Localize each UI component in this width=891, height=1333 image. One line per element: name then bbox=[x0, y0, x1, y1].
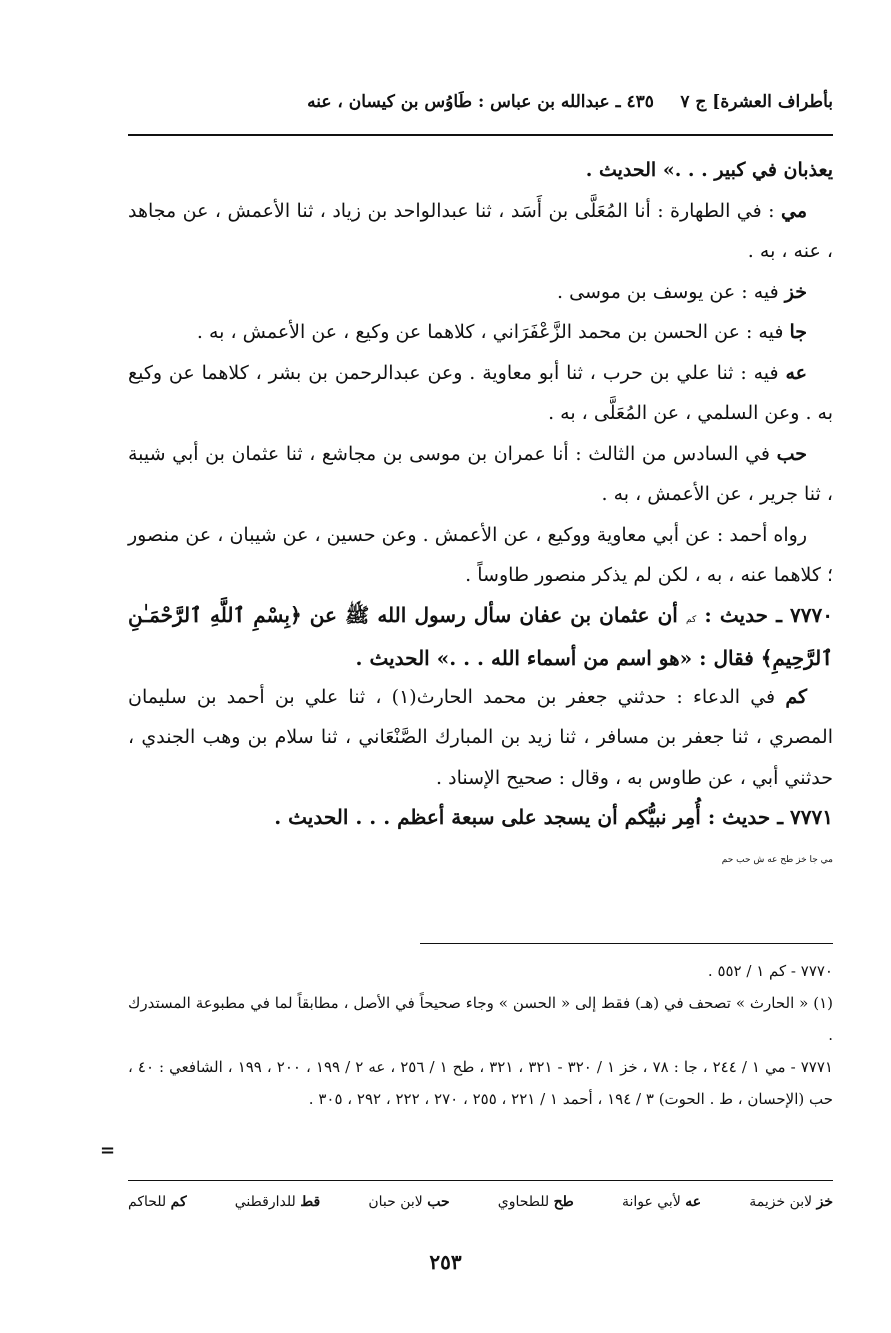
header-rule bbox=[128, 134, 833, 136]
abbreviation-legend bbox=[128, 1194, 833, 1210]
paragraph-kam: كم في الدعاء : حدثني جعفر بن محمد الحارث(١) ، ثنا علي بن أحمد بن سليمان المصري ، ثنا جعفر بن مسافر ، ثنا زيد بن المبارك الصَّنْعَاني ، ثنا سلام بن وهب الجندي ، حدثني أبي ، عن طاوس به ، وقال : صحيح الإسناد . bbox=[128, 685, 833, 789]
hadith-7771 bbox=[128, 798, 833, 879]
legend-item: كم للحاكم bbox=[128, 1194, 187, 1210]
paragraph-mi: مي : في الطهارة : أنا المُعَلَّى بن أَسَد ، ثنا عبدالواحد بن زياد ، ثنا الأعمش ، عن مجاهد ، عنه ، به . bbox=[128, 199, 833, 262]
paragraph-ahmad: رواه أحمد : عن أبي معاوية ووكيع ، عن الأعمش . وعن حسين ، عن شيبان ، عن منصور ؛ كلاهما عنه ، به ، لكن لم يذكر منصور طاوساً . bbox=[128, 523, 833, 586]
footnote-7770: ٧٧٧٠ - كم ١ / ٥٥٢ . bbox=[707, 962, 833, 980]
paragraph-continuation: يعذبان في كبير . . .» الحديث . bbox=[585, 159, 833, 181]
header-volume: بأطراف العشرة] ج ٧ bbox=[680, 92, 833, 112]
footnotes bbox=[128, 955, 833, 1115]
hadith-number: ٧٧٧٠ ـ حديث : bbox=[704, 602, 834, 627]
page-number: ٢٥٣ bbox=[429, 1250, 462, 1274]
footnote-1: (١) « الحارث » تصحف في (هـ) فقط إلى « الحسن » وجاء صحيحاً في الأصل ، مطابقاً لما في مطبوعة المستدرك . bbox=[128, 994, 833, 1044]
header-chapter: ٤٣٥ ـ عبدالله بن عباس : طَاوُس بن كيسان ، عنه bbox=[307, 92, 654, 112]
paragraph-ja: جا فيه : عن الحسن بن محمد الزَّعْفَرَاني ، كلاهما عن وكيع ، عن الأعمش ، به . bbox=[196, 321, 807, 343]
hadith-number: ٧٧٧١ ـ حديث : bbox=[707, 805, 833, 829]
legend-item: قط للدارقطني bbox=[234, 1194, 321, 1210]
paragraph-ah: عه فيه : ثنا علي بن حرب ، ثنا أبو معاوية . وعن عبدالرحمن بن بشر ، كلاهما عن وكيع به . وعن السلمي ، عن المُعَلَّى ، به . bbox=[128, 361, 833, 424]
legend-item: عه لأبي عوانة bbox=[621, 1194, 702, 1210]
paragraph-hb: حب في السادس من الثالث : أنا عمران بن موسى بن مجاشع ، ثنا عثمان بن أبي شيبة ، ثنا جرير ، عن الأعمش ، به . bbox=[128, 442, 833, 505]
legend-rule bbox=[128, 1180, 833, 1181]
main-text bbox=[128, 150, 833, 879]
continuation-mark: = bbox=[100, 1140, 116, 1161]
legend-item: حب لابن حبان bbox=[368, 1194, 450, 1210]
running-header bbox=[128, 82, 833, 122]
footnote-rule bbox=[420, 943, 833, 944]
hadith-text: أن عثمان بن عفان سأل رسول الله ﷺ عن ﴿بِسْمِ ٱللَّهِ ٱلرَّحْمَـٰنِ ٱلرَّحِيمِ﴾ فقال : «هو اسم من أسماء الله . . .» الحديث . bbox=[128, 602, 833, 670]
hadith-sigla: مي جا خز طح عه ش حب حم bbox=[721, 855, 833, 865]
legend-item: طح للطحاوي bbox=[497, 1194, 574, 1210]
footnote-7771: ٧٧٧١ - مي ١ / ٢٤٤ ، جا : ٧٨ ، خز ١ / ٣٢٠ - ٣٢١ ، ٣٢١ ، طح ١ / ٢٥٦ ، عه ٢ / ١٩٩ ، ٢٠٠ ، ١٩٩ ، الشافعي : ٤٠ ، حب (الإحسان ، ط . الحوت) ٣ / ١٩٤ ، أحمد ١ / ٢٢١ ، ٢٥٥ ، ٢٧٠ ، ٢٢٢ ، ٢٩٢ ، ٣٠٥ . bbox=[128, 1058, 833, 1108]
paragraph-khz: خز فيه : عن يوسف بن موسى . bbox=[557, 280, 807, 303]
legend-item: خز لابن خزيمة bbox=[749, 1194, 833, 1210]
hadith-7770 bbox=[128, 596, 833, 677]
hadith-sigla: كم bbox=[685, 614, 697, 625]
hadith-text: أُمِر نبيُّكم أن يسجد على سبعة أعظم . . . الحديث . bbox=[274, 805, 701, 829]
